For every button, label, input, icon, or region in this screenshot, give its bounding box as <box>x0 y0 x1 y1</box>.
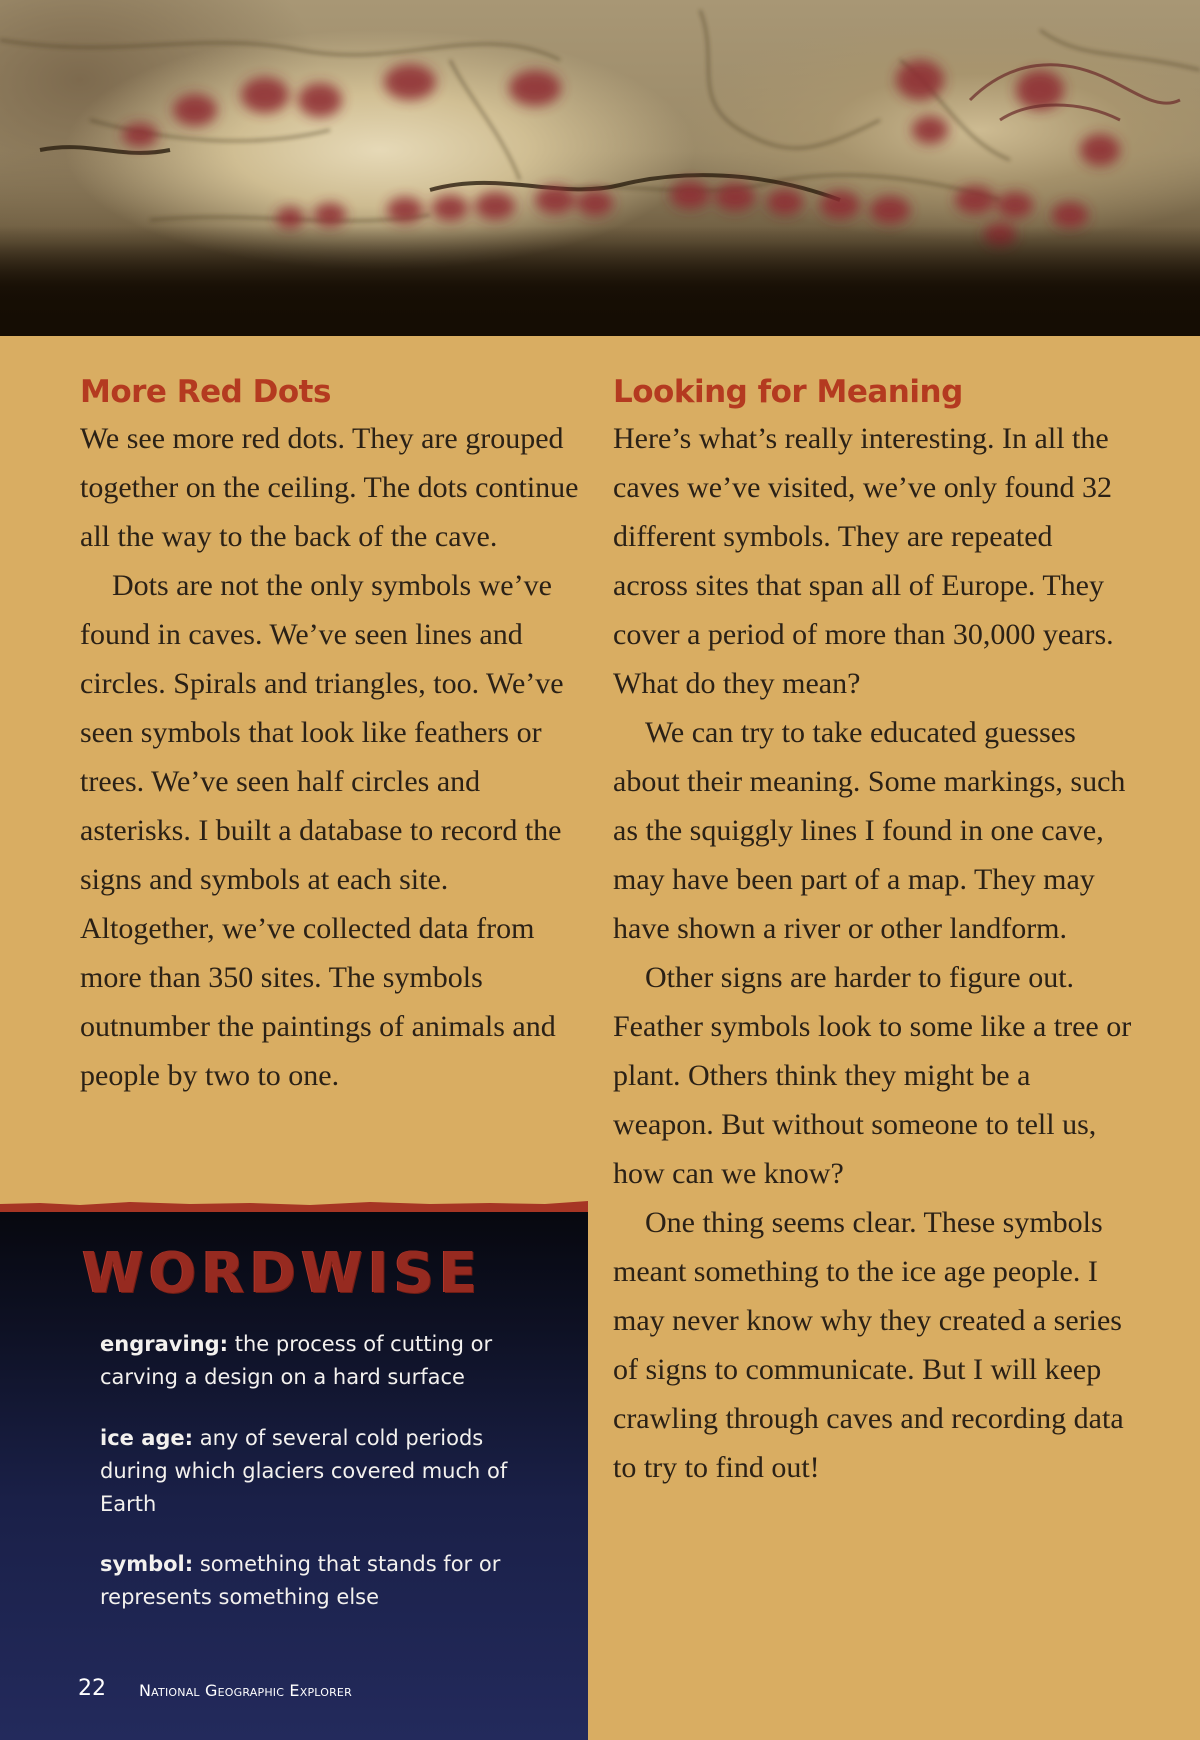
right-paragraph-3: Other signs are harder to figure out. Feather symbols look to some like a tree or plant. Others think they might be a weapon. But without someone to tell us, how can we know? <box>613 961 1132 1190</box>
left-paragraph-2: Dots are not the only symbols we’ve found in caves. We’ve seen lines and circles. Spirals and triangles, too. We’ve seen symbols that look like feathers or trees. We’ve seen half circles and asterisks. I built a database to record the signs and symbols at each site. Altogether, we’ve collected data from more than 350 sites. The symbols outnumber the paintings of animals and people by two to one. <box>80 569 564 1092</box>
right-heading: Looking for Meaning <box>613 374 963 410</box>
definition-engraving <box>100 1328 520 1394</box>
definition-term: ice age: <box>100 1426 194 1450</box>
definition-term: engraving: <box>100 1332 229 1356</box>
cave-photo <box>0 0 1200 336</box>
definition-symbol <box>100 1548 520 1614</box>
photo-bottom-shade <box>0 226 1200 336</box>
left-column <box>80 370 580 1100</box>
left-heading: More Red Dots <box>80 374 331 410</box>
definition-text: any of several cold periods during which glaciers covered much of Earth <box>100 1426 508 1516</box>
definition-text: the process of cutting or carving a design on a hard surface <box>100 1332 493 1389</box>
definition-text: something that stands for or represents something else <box>100 1552 501 1609</box>
definition-term: symbol: <box>100 1552 194 1576</box>
right-paragraph-2: We can try to take educated guesses about their meaning. Some markings, such as the squiggly lines I found in one cave, may have been part of a map. They may have shown a river or other landform. <box>613 716 1126 945</box>
definition-ice-age <box>100 1422 520 1521</box>
right-paragraph-4: One thing seems clear. These symbols meant something to the ice age people. I may never know why they created a series of signs to communicate. But I will keep crawling through caves and recording data to try to find out! <box>613 1206 1124 1484</box>
left-paragraph-1: We see more red dots. They are grouped together on the ceiling. The dots continue all the way to the back of the cave. <box>80 422 579 553</box>
publication-title: National Geographic Explorer <box>139 1681 352 1700</box>
right-paragraph-1: Here’s what’s really interesting. In all the caves we’ve visited, we’ve only found 32 different symbols. They are repeated across sites that span all of Europe. They cover a period of more than 30,000 years. What do they mean? <box>613 422 1114 700</box>
right-column <box>613 370 1133 1492</box>
wordwise-title: WORDWISE <box>82 1241 483 1306</box>
page-number: 22 <box>78 1676 106 1701</box>
